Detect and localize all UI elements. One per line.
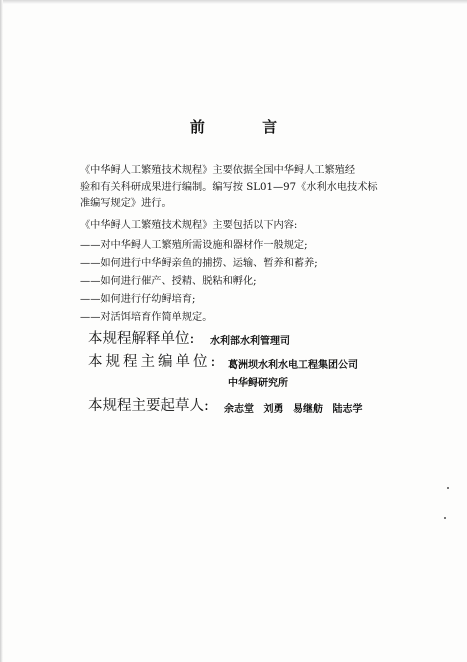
- content-list-item: ——对活饵培育作简单规定。: [80, 312, 213, 323]
- drafters-value: 余志堂 刘勇 易继舫 陆志学: [224, 404, 363, 415]
- intro-line-2: 验和有关科研成果进行编制。编写按 SL01—97《水利水电技术标: [80, 181, 378, 193]
- interpreter-value: 水利部水利管理司: [210, 336, 290, 347]
- page-top-edge-shadow: [0, 0, 467, 4]
- intro-paragraph: [80, 163, 410, 213]
- content-intro-line: 《中华鲟人工繁殖技术规程》主要包括以下内容:: [80, 220, 298, 231]
- editor-label: 本规程主编单位:: [88, 354, 219, 370]
- drafters-label: 本规程主要起草人:: [88, 398, 209, 414]
- content-paragraph: [80, 218, 410, 235]
- content-list-item: ——如何进行中华鲟亲鱼的捕捞、运输、暂养和蓄养;: [80, 258, 318, 269]
- editor-value-2: 中华鲟研究所: [228, 378, 288, 389]
- content-list-item: ——如何进行催产、授精、脱粘和孵化;: [80, 276, 257, 287]
- content-list-item: ——如何进行仔幼鲟培育;: [80, 294, 196, 305]
- page-left-edge-shadow: [0, 0, 3, 662]
- intro-line-3: 准编写规定》进行。: [80, 198, 172, 209]
- scan-speck: [447, 487, 449, 489]
- intro-line-1: 《中华鲟人工繁殖技术规程》主要依据全国中华鲟人工繁殖经: [80, 165, 356, 176]
- section-heading: 前 言: [189, 118, 304, 136]
- editor-value-1: 葛洲坝水利水电工程集团公司: [228, 360, 358, 371]
- interpreter-label: 本规程解释单位:: [88, 331, 195, 347]
- content-list-item: ——对中华鲟人工繁殖所需设施和器材作一般规定;: [80, 240, 308, 251]
- scan-speck: [444, 517, 446, 519]
